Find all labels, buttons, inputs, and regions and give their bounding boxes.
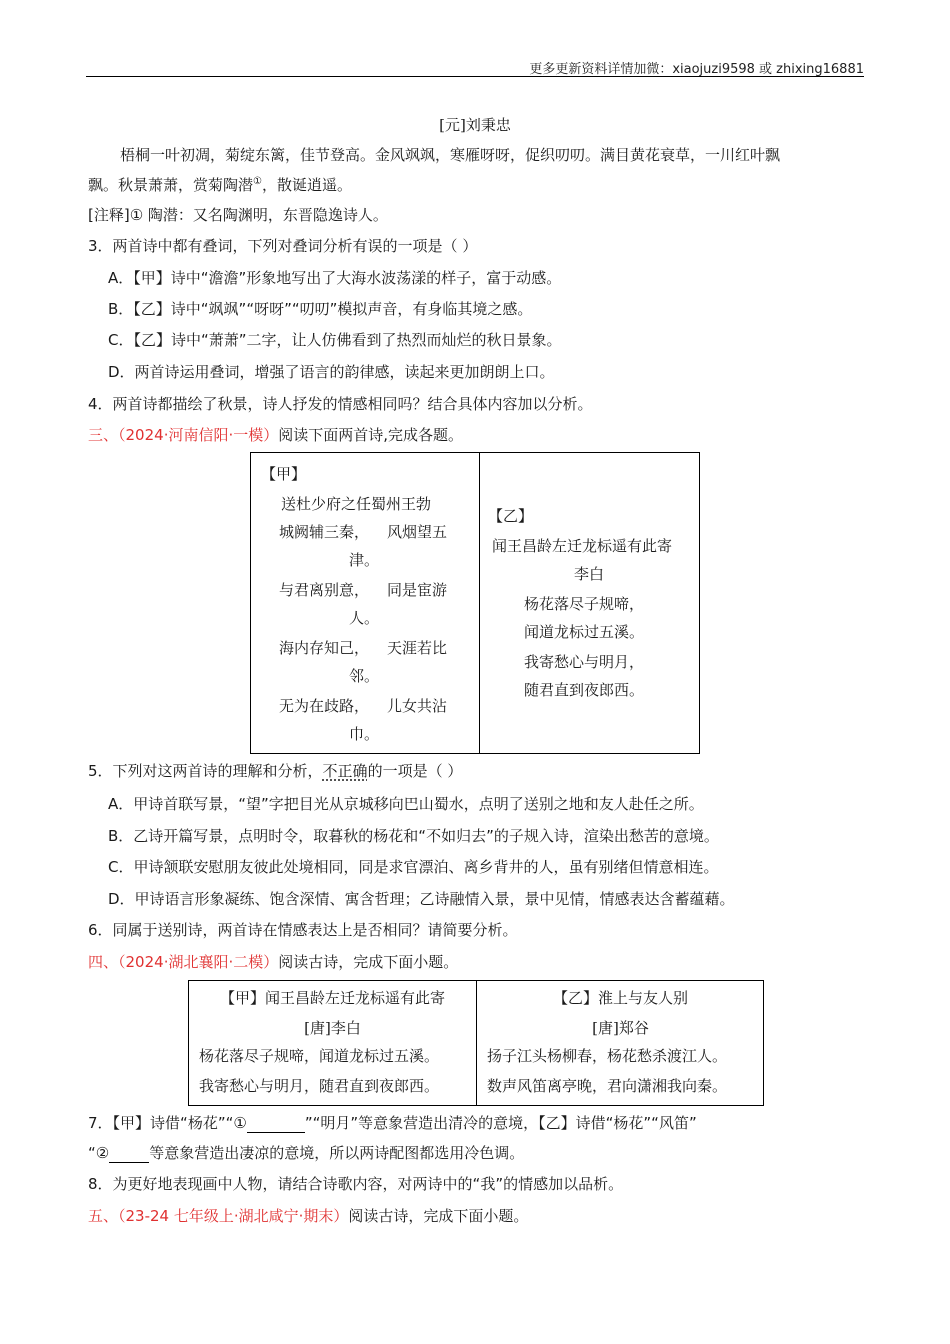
table2-yi-title: 【乙】淮上与友人别 bbox=[552, 989, 688, 1007]
section-3-heading: 三、（2024·河南信阳·一模）阅读下面两首诗,完成各题。 bbox=[88, 426, 464, 444]
table1-yi-label: 【乙】 bbox=[488, 507, 534, 525]
q5-option-a: A．甲诗首联写景，“望”字把目光从京城移向巴山蜀水，点明了送别之地和友人赴任之所。 bbox=[108, 795, 704, 813]
table2-yi-cell bbox=[477, 981, 764, 1106]
q4-stem: 4．两首诗都描绘了秋景，诗人抒发的情感相同吗？结合具体内容加以分析。 bbox=[88, 395, 593, 413]
q3-option-c: C．【乙】诗中“萧萧”二字，让人仿佛看到了热烈而灿烂的秋日景象。 bbox=[108, 331, 562, 349]
q6-stem: 6．同属于送别诗，两首诗在情感表达上是否相同？请简要分析。 bbox=[88, 921, 518, 939]
table2-yi-line1: 扬子江头杨柳春，杨花愁杀渡江人。 bbox=[487, 1047, 728, 1065]
table2-jia-title: 【甲】闻王昌龄左迁龙标遥有此寄 bbox=[219, 989, 445, 1007]
table1-yi-line3: 我寄愁心与明月， bbox=[524, 653, 645, 671]
header-rule bbox=[86, 76, 864, 77]
table1-jia-line2b: 人。 bbox=[349, 609, 380, 627]
section-4-heading: 四、（2024·湖北襄阳·二模）阅读古诗，完成下面小题。 bbox=[88, 953, 459, 971]
table1-jia-line1: 城阙辅三秦， 风烟望五 bbox=[279, 523, 448, 541]
table1-jia-line2: 与君离别意， 同是宦游 bbox=[279, 581, 448, 599]
table1-jia-label: 【甲】 bbox=[261, 465, 307, 483]
q5-option-d: D．甲诗语言形象凝练、饱含深情、寓含哲理；乙诗融情入景，景中见情，情感表达含蓄蕴藉。 bbox=[108, 890, 735, 908]
table2-jia-cell bbox=[189, 981, 477, 1106]
table2-jia-author: [唐]李白 bbox=[304, 1019, 361, 1037]
table1-yi-title: 闻王昌龄左迁龙标遥有此寄 bbox=[492, 537, 673, 555]
q3-option-d: D．两首诗运用叠词，增强了语言的韵律感，读起来更加朗朗上口。 bbox=[108, 363, 555, 381]
q5-stem: 5．下列对这两首诗的理解和分析，不正确的一项是（ ） bbox=[88, 762, 463, 780]
table2-jia-line2: 我寄愁心与明月，随君直到夜郎西。 bbox=[199, 1077, 440, 1095]
poem-table-2 bbox=[188, 980, 764, 1106]
table1-jia-line4: 无为在歧路， 儿女共沾 bbox=[279, 697, 448, 715]
page-header: 更多更新资料详情加微：xiaojuzi9598 或 zhixing16881 bbox=[529, 62, 864, 77]
table1-yi-line4: 随君直到夜郎西。 bbox=[524, 681, 645, 699]
q3-stem: 3．两首诗中都有叠词，下列对叠词分析有误的一项是（ ） bbox=[88, 237, 478, 255]
q5-option-b: B．乙诗开篇写景，点明时令，取暮秋的杨花和“不如归去”的子规入诗，渲染出愁苦的意境。 bbox=[108, 827, 719, 845]
table1-yi-cell bbox=[480, 453, 700, 754]
poem-table-1 bbox=[250, 452, 700, 754]
q7-blank-2[interactable] bbox=[109, 1162, 149, 1163]
section-5-heading: 五、（23-24 七年级上·湖北咸宁·期末）阅读古诗，完成下面小题。 bbox=[88, 1207, 529, 1225]
table2-yi-author: [唐]郑谷 bbox=[592, 1019, 649, 1037]
table2-yi-line2: 数声风笛离亭晚，君向潇湘我向秦。 bbox=[487, 1077, 728, 1095]
table1-jia-line1b: 津。 bbox=[349, 551, 380, 569]
q7-blank-1[interactable] bbox=[247, 1132, 305, 1133]
table1-jia-title: 送杜少府之任蜀州王勃 bbox=[281, 495, 432, 513]
table1-yi-author: 李白 bbox=[573, 565, 604, 583]
table1-yi-line1: 杨花落尽子规啼， bbox=[524, 595, 645, 613]
q7-line-2: “② 等意象营造出凄凉的意境，所以两诗配图都选用冷色调。 bbox=[88, 1144, 525, 1162]
table1-jia-line3b: 邻。 bbox=[349, 667, 380, 685]
table1-jia-line4b: 巾。 bbox=[349, 725, 380, 743]
q5-option-c: C．甲诗颔联安慰朋友彼此处境相同，同是求官漂泊、离乡背井的人，虽有别绪但情意相连。 bbox=[108, 858, 719, 876]
q3-option-a: A．【甲】诗中“澹澹”形象地写出了大海水波荡漾的样子，富于动感。 bbox=[108, 269, 562, 287]
table2-jia-line1: 杨花落尽子规啼，闻道龙标过五溪。 bbox=[199, 1047, 440, 1065]
poem-title: [元]刘秉忠 bbox=[439, 116, 511, 134]
poem-line-2: 飘。秋景萧萧，赏菊陶潜①，散诞逍遥。 bbox=[88, 176, 352, 194]
table1-jia-cell bbox=[251, 453, 480, 754]
q8-stem: 8．为更好地表现画中人物，请结合诗歌内容，对两诗中的“我”的情感加以品析。 bbox=[88, 1175, 624, 1193]
q3-option-b: B．【乙】诗中“飒飒”“呀呀”“叨叨”模拟声音，有身临其境之感。 bbox=[108, 300, 533, 318]
table1-yi-line2: 闻道龙标过五溪。 bbox=[524, 623, 645, 641]
q7-line-1: 7．【甲】诗借“杨花”“① ”“明月”等意象营造出清冷的意境，【乙】诗借“杨花”“风笛” bbox=[88, 1114, 697, 1132]
table1-jia-line3: 海内存知己， 天涯若比 bbox=[279, 639, 448, 657]
poem-line-1: 梧桐一叶初凋，菊绽东篱，佳节登高。金风飒飒，寒雁呀呀，促织叨叨。满目黄花衰草，一川红叶飘 bbox=[120, 146, 781, 164]
poem-note: [注释]① 陶潜：又名陶渊明，东晋隐逸诗人。 bbox=[88, 206, 388, 224]
